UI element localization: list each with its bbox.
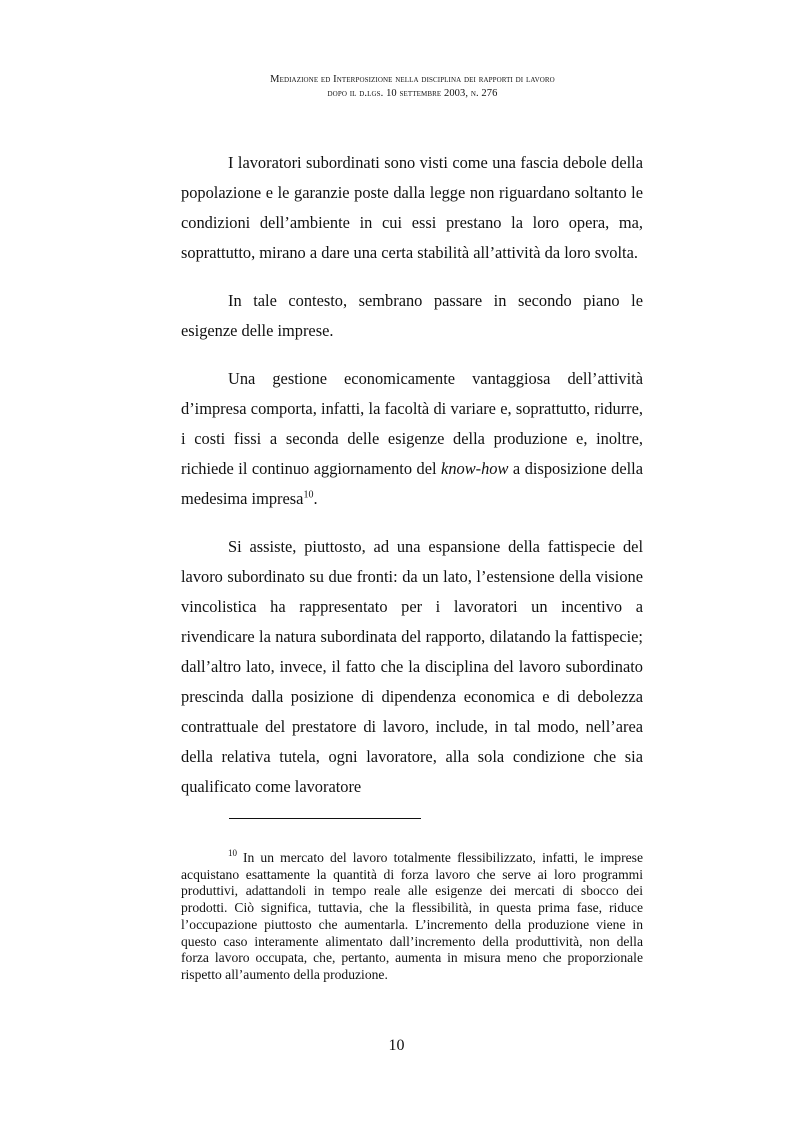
paragraph-4: Si assiste, piuttosto, ad una espansione della fattispecie del lavoro subordinato su due fronti: da un lato, l’estensione della visione vincolistica ha rappresentato per i lavoratori un incentivo a rivendicare la natura subordinata del rapporto, dilatando la fattispecie; dall’altro lato, invece, il fatto che la disciplina del lavoro subordinato prescinda dalla posizione di dipendenza economica e di debolezza contrattuale del prestatore di lavoro, include, in tal modo, nell’area della relativa tutela, ogni lavoratore, alla sola condizione che sia qualificato come lavoratore (181, 537, 643, 796)
running-header-line-2: dopo il d.lgs. 10 settembre 2003, n. 276 (327, 88, 498, 99)
footnote (181, 850, 643, 984)
main-text (181, 148, 643, 820)
footnote-separator (229, 818, 421, 819)
footnote-text: In un mercato del lavoro totalmente flessibilizzato, infatti, le imprese acquistano esattamente la quantità di forza lavoro che serve ai loro programmi produttivi, adattandoli in tempo reale alle esigenze dei mercati di sbocco dei prodotti. Ciò significa, tuttavia, che la flessibilità, in questa prima fase, riduce l’occupazione piuttosto che aumentarla. L’incremento della produzione viene in questo caso interamente alimentato dall’incremento della produttività, non della forza lavoro occupata, che, pertanto, aumenta in misura meno che proporzionale rispetto all’aumento della produzione. (181, 850, 643, 982)
page-number: 10 (388, 1037, 405, 1054)
footnote-reference[interactable]: 10 (303, 489, 314, 501)
paragraph-3-text-middle: a disposizione della medesima impresa (181, 459, 643, 508)
paragraph-2: In tale contesto, sembrano passare in secondo piano le esigenze delle imprese. (181, 291, 643, 340)
paragraph-3-text-end: . (313, 489, 318, 508)
paragraph-3-text-start: Una gestione economicamente vantaggiosa dell’attività d’impresa comporta, infatti, la facoltà di variare e, soprattutto, ridurre, i costi fissi a seconda delle esigenze della produzione e, inoltre, richiede il continuo aggiornamento del (181, 369, 643, 478)
paragraph-3 (181, 364, 643, 514)
footnote-number: 10 (228, 848, 237, 859)
paragraph-3-italic-term: know-how (441, 459, 509, 478)
running-header-line-1: Mediazione ed Interposizione nella disciplina dei rapporti di lavoro (270, 74, 555, 85)
paragraph-1: I lavoratori subordinati sono visti come una fascia debole della popolazione e le garanzie poste dalla legge non riguardano soltanto le condizioni dell’ambiente in cui essi prestano la loro opera, ma, soprattutto, mirano a dare una certa stabilità all’attività da loro svolta. (181, 153, 643, 262)
running-header (180, 73, 645, 101)
